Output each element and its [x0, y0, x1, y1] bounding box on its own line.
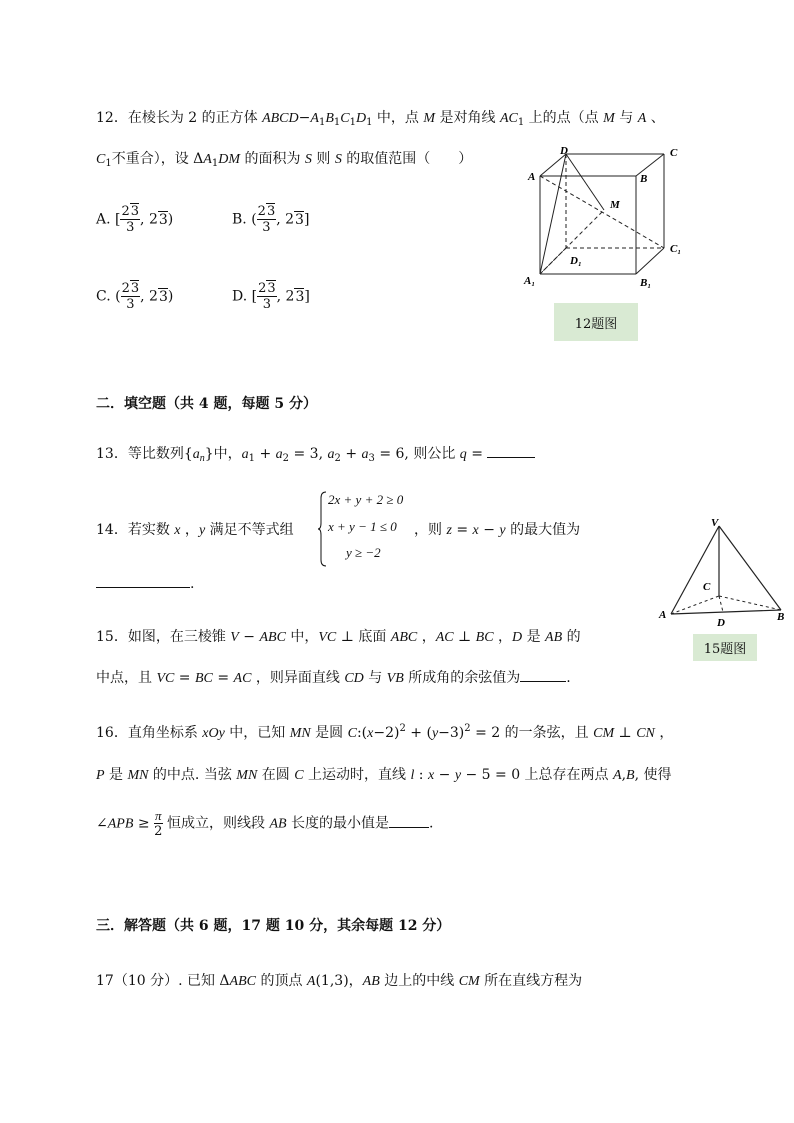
- q12-option-a: A. [ $\frac{23}{3}$ , 23): [96, 204, 174, 235]
- q14-ineq-2: x + y − 1 ≤ 0: [328, 519, 397, 534]
- pyramid-label-b: B: [777, 611, 785, 623]
- q12-figure-caption: 12题图: [554, 303, 638, 341]
- cube-label-c: C: [670, 147, 678, 159]
- q13-text: 13．等比数列$\{a_n\}$中，$a_1 + a_2 = 3$, $a_2 + a_3 = 6$, 则公比 q =: [96, 443, 535, 464]
- cube-label-a1: A₁: [524, 275, 536, 287]
- q12-line2: $C_1$不重合），设 $\Delta A_1DM$ 的面积为 S 则 S 的取值范围（ ）: [96, 151, 473, 169]
- pyramid-label-c: C: [703, 581, 711, 593]
- cube-label-d: D: [560, 145, 568, 157]
- cube-label-d1: D₁: [570, 255, 582, 267]
- q15-line2: 中点，且 VC = BC = AC ，则异面直线 CD 与 VB 所成角的余弦值为 .: [96, 670, 571, 686]
- cube-label-a: A: [528, 171, 536, 183]
- q15-line1: 15．如图，在三棱锥 V − ABC 中，VC ⊥ 底面 ABC ，AC ⊥ BC ，D 是 AB 的: [96, 629, 581, 645]
- pyramid-label-a: A: [659, 609, 667, 621]
- q16-line3: ∠APB ≥ $\frac{\pi}{2}$ 恒成立，则线段 AB 长度的最小值是 .: [96, 808, 434, 839]
- pyramid-label-d: D: [717, 617, 725, 629]
- q14-ineq-3: y ≥ −2: [346, 545, 381, 560]
- cube-label-m: M: [610, 199, 620, 211]
- q12-cube-figure: [520, 140, 700, 290]
- cube-label-c1: C₁: [670, 243, 682, 255]
- q12-option-c: C. ( $\frac{23}{3}$ , 23): [96, 281, 174, 312]
- section3-title: 三．解答题（共 6 题，17 题 10 分，其余每题 12 分）: [96, 918, 451, 934]
- q16-line2: P 是 MN 的中点. 当弦 MN 在圆 C 上运动时，直线 l : x − y − 5 = 0 上总存在两点 A,B, 使得: [96, 767, 672, 783]
- q14-intro: 14．若实数 x ，y 满足不等式组: [96, 522, 294, 538]
- cube-label-b: B: [640, 173, 648, 185]
- q16-line1: 16．直角坐标系 xOy 中，已知 MN 是圆 $C:(x-2)^2 + (y-3)^2 = 2$ 的一条弦，且 CM ⊥ CN ，: [96, 723, 674, 741]
- q14-end: .: [190, 576, 195, 592]
- brace-icon: [318, 490, 328, 568]
- q12-line1: 12．在棱长为 2 的正方体 $ABCD-A_1B_1C_1D_1$ 中，点 M 是对角线 $AC_1$ 上的点（点 M 与 A 、: [96, 110, 665, 128]
- cube-label-b1: B₁: [640, 277, 652, 289]
- q12-option-d: D. [ $\frac{23}{3}$ , 23]: [232, 281, 310, 312]
- q14-tail: ，则 z = x − y 的最大值为: [414, 522, 581, 538]
- section2-title: 二．填空题（共 4 题，每题 5 分）: [96, 396, 317, 412]
- q15-figure-caption: 15题图: [693, 634, 757, 661]
- q12-option-b: B. ( $\frac{23}{3}$ , 23]: [232, 204, 310, 235]
- q14-ineq-1: 2x + y + 2 ≥ 0: [328, 492, 404, 507]
- q17-text: 17（10 分）. 已知 ΔABC 的顶点 A(1,3)，AB 边上的中线 CM 所在直线方程为: [96, 973, 583, 989]
- q15-pyramid-figure: [655, 514, 789, 634]
- q14-inequality-system: [318, 490, 418, 568]
- pyramid-label-v: V: [711, 517, 719, 529]
- q14-answer-blank: [96, 576, 194, 592]
